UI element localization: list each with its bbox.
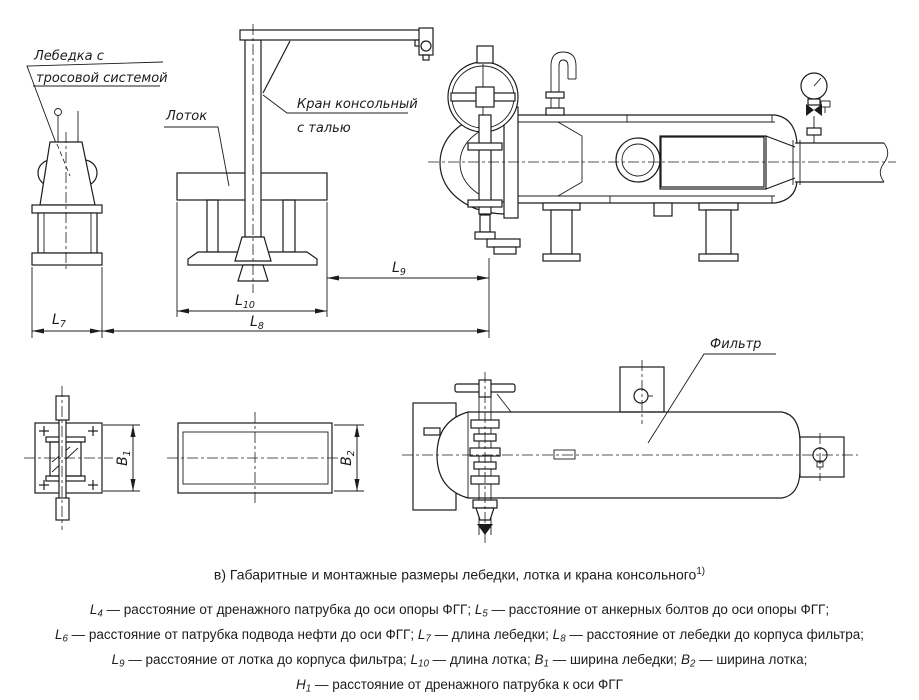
filter-cone — [766, 136, 795, 147]
dim-label-L7: $L_7$ — [52, 312, 66, 330]
tray-callout — [164, 109, 229, 186]
filter-vent-hook — [546, 52, 576, 115]
dim-label-L8: $L_8$ — [250, 314, 264, 332]
winch-label-line1: Лебедка с — [34, 49, 104, 64]
filter-label: Фильтр — [710, 337, 762, 352]
legend-line: $L_4$ — расстояние от дренажного патрубка до оси опоры ФГГ; $L_5$ — расстояние от анкерных болтов до оси опоры ФГГ; — [89, 602, 830, 620]
filter-wall-hatch-bottom — [610, 196, 772, 203]
crane-label-line1: Кран консольный — [297, 97, 418, 112]
valve-stem — [479, 115, 491, 214]
crane-assembly — [235, 24, 433, 293]
legend-line: $L_9$ — расстояние от лотка до корпуса фильтра; $L_{10}$ — длина лотка; $B_1$ — ширина лебедки; $B_2$ — ширина лотка; — [111, 651, 808, 670]
tray-leader-line — [164, 127, 229, 186]
bottom-nozzle — [654, 203, 672, 216]
winch-base-plate-bottom — [32, 253, 102, 265]
legend — [0, 600, 919, 700]
winch-top-view — [24, 386, 140, 530]
filter-cutaway-view — [428, 46, 896, 261]
valve-stem-nut — [477, 46, 493, 63]
crane-hook-pin — [423, 55, 429, 60]
crane-callout — [263, 95, 418, 136]
crane-brace — [263, 41, 290, 93]
legend-line: $L_6$ — расстояние от патрубка подвода нефти до оси ФГГ; $L_7$ — длина лебедки; $L_8$ — расстояние от лебедки до корпуса фильтра; — [54, 626, 865, 645]
support-leg-right — [699, 203, 738, 261]
caption-text: в) Габаритные и монтажные размеры лебедки, лотка и крана консольного — [213, 566, 697, 583]
winch-label-line2: тросовой системой — [36, 71, 168, 86]
legend-line: $H_1$ — расстояние от дренажного патрубка к оси ФГГ — [296, 676, 623, 695]
winch-frame — [38, 213, 97, 253]
pressure-gauge — [801, 73, 830, 143]
end-bracket — [800, 437, 844, 477]
filter-basket — [660, 136, 766, 189]
tray-leg-right — [283, 200, 295, 252]
gauge-tee — [821, 101, 830, 107]
crane-label-line2: с талью — [297, 121, 351, 136]
side-tab — [424, 428, 440, 435]
filter-wall-hatch-top — [627, 115, 772, 122]
filter-right-head — [775, 115, 797, 143]
lug-hole — [634, 389, 648, 403]
caption-superscript: 1) — [696, 566, 706, 577]
handwheel-hub — [476, 87, 494, 107]
crane-jib-beam — [240, 30, 424, 40]
winch-shaft — [59, 418, 66, 500]
dim-label-L9: $L_9$ — [392, 260, 406, 278]
caption — [0, 566, 919, 583]
winch-front-view — [32, 109, 102, 273]
tray-leg-left — [207, 200, 218, 252]
dim-label-B2: $B_2$ — [339, 450, 357, 466]
winch-body — [40, 142, 95, 205]
winch-base-plate-top — [32, 205, 102, 213]
pipe-break-line — [880, 143, 888, 182]
filter-manhole — [616, 138, 660, 182]
tray-top-view — [167, 412, 364, 504]
drain-nozzle — [475, 215, 520, 254]
winch-mast-knob — [55, 109, 62, 116]
support-leg-left — [543, 203, 580, 261]
tray-label: Лоток — [166, 109, 208, 124]
filter-top-view — [402, 360, 858, 546]
dim-label-L10: $L_{10}$ — [235, 293, 255, 311]
dim-label-B1: $B_1$ — [115, 450, 133, 466]
